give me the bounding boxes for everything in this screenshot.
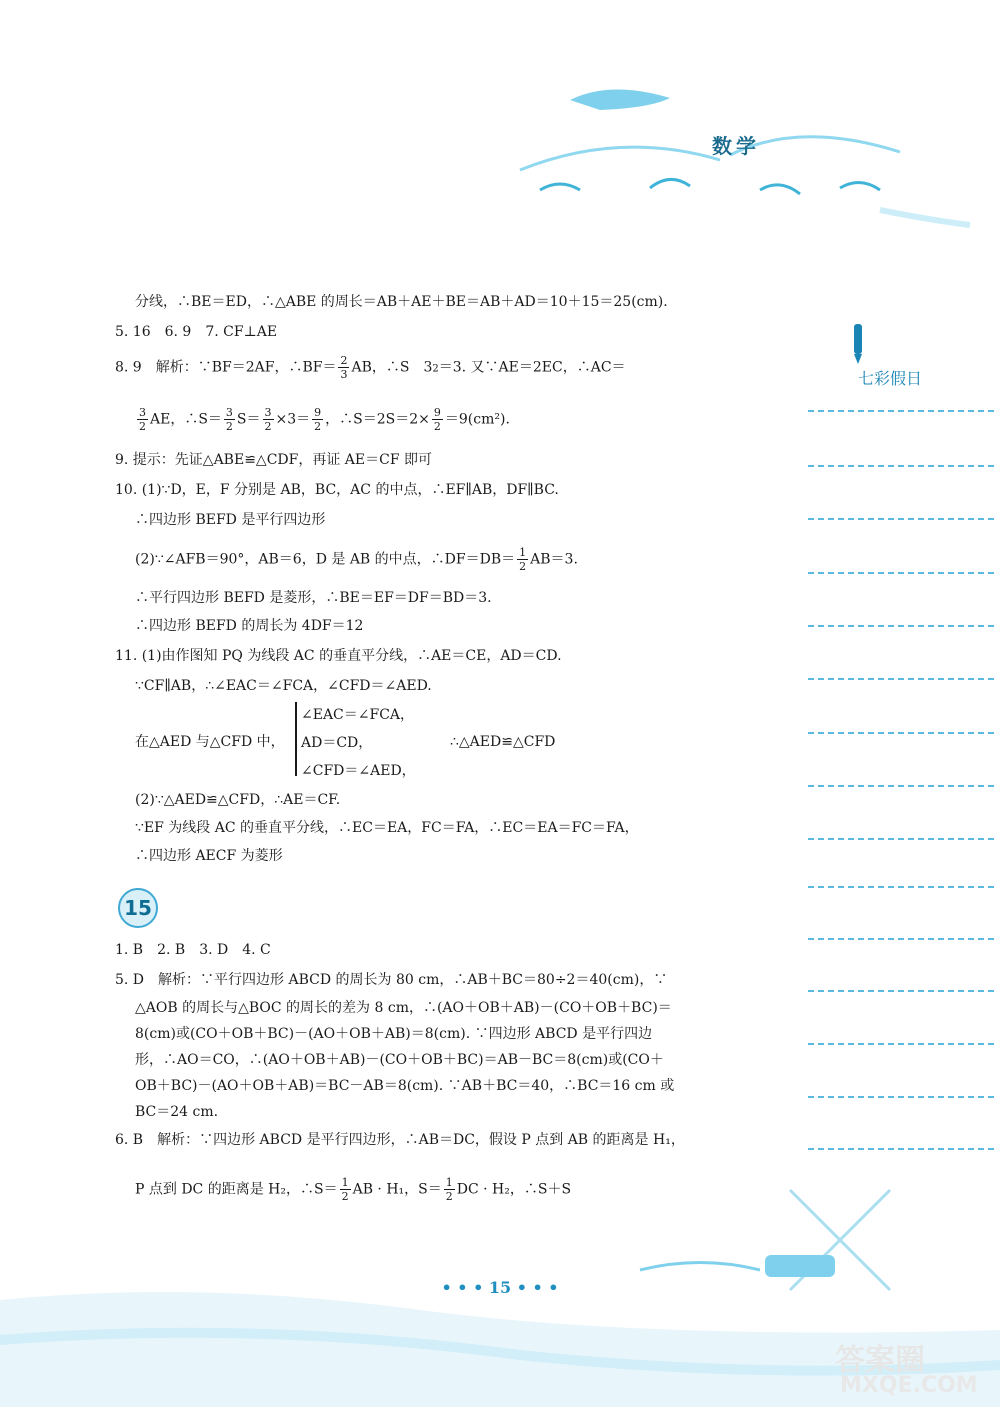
fraction-numerator: 3 bbox=[225, 406, 233, 419]
text-segment: (2)∵∠AFB＝90°，AB＝6，D 是 AB 的中点，∴DF＝DB＝ bbox=[135, 551, 516, 568]
page-number: • • • 15 • • • bbox=[441, 1278, 559, 1297]
text-segment: 2 bbox=[432, 363, 439, 375]
equation-system bbox=[295, 702, 467, 779]
note-line bbox=[808, 572, 994, 574]
text-segment: ＝2S bbox=[362, 411, 396, 428]
fraction-numerator: 1 bbox=[519, 546, 527, 559]
text-line: ∴四边形 BEFD 是平行四边形 bbox=[135, 512, 326, 528]
text-line: 10. (1)∵D，E，F 分别是 AB，BC，AC 的中点，∴EF∥AB，DF∥BC. bbox=[115, 482, 559, 498]
text-line: 形，∴AO＝CO，∴(AO＋OB＋AB)－(CO＋OB＋BC)＝AB－BC＝8(cm)或(CO＋ bbox=[135, 1052, 664, 1068]
note-line bbox=[808, 838, 994, 840]
text-line: BC＝24 cm. bbox=[135, 1104, 219, 1120]
note-line bbox=[808, 1148, 994, 1150]
note-line bbox=[808, 625, 994, 627]
text-segment: AB · H₁，S bbox=[352, 1181, 428, 1198]
fraction bbox=[338, 354, 349, 381]
fraction-denominator: 2 bbox=[433, 420, 441, 433]
text-line: 11. (1)由作图知 PQ 为线段 AC 的垂直平分线，∴AE＝CE，AD＝CD. bbox=[115, 648, 562, 664]
text-segment: AB，∴S bbox=[351, 359, 410, 376]
text-segment: P 点到 DC 的距离是 H₂，∴S bbox=[135, 1181, 324, 1198]
text-line bbox=[135, 546, 578, 573]
text-segment: DC · H₂，∴S bbox=[456, 1181, 548, 1198]
text-line: ∴△AED≌△CFD bbox=[450, 734, 556, 750]
fraction-denominator: 2 bbox=[314, 420, 322, 433]
subject-title: 数学 bbox=[712, 134, 760, 158]
note-line bbox=[808, 518, 994, 520]
text-segment: ×3＝ bbox=[275, 411, 311, 428]
note-line bbox=[808, 785, 994, 787]
text-line: 6. B 解析：∵四边形 ABCD 是平行四边形，∴AB＝DC，假设 P 点到 AB 的距离是 H₁， bbox=[115, 1132, 685, 1148]
text-line: 在△AED 与△CFD 中， bbox=[135, 734, 285, 750]
note-line bbox=[808, 990, 994, 992]
fraction-numerator: 9 bbox=[314, 406, 322, 419]
fraction-denominator: 2 bbox=[139, 420, 146, 433]
text-segment: ＝ bbox=[246, 411, 261, 428]
note-line bbox=[808, 1043, 994, 1045]
text-segment: AE，∴S bbox=[150, 411, 208, 428]
text-segment: 8. 9 解析：∵BF＝2AF，∴BF＝ bbox=[115, 359, 337, 376]
section-badge: 15 bbox=[118, 888, 158, 928]
equation: ∠EAC＝∠FCA， bbox=[301, 707, 415, 723]
fraction bbox=[312, 406, 323, 433]
text-line: ∴四边形 BEFD 的周长为 4DF＝12 bbox=[135, 618, 364, 634]
text-line bbox=[115, 354, 626, 381]
fraction-denominator: 2 bbox=[445, 1190, 453, 1203]
text-segment: ＝ bbox=[323, 1181, 338, 1198]
fraction-numerator: 9 bbox=[433, 406, 441, 419]
text-segment: ，∴S bbox=[325, 411, 363, 428]
note-line bbox=[808, 732, 994, 734]
text-line: 9. 提示：先证△ABE≌△CDF，再证 AE＝CF 即可 bbox=[115, 452, 432, 468]
text-line: 5. D 解析：∵平行四边形 ABCD 的周长为 80 cm，∴AB＋BC＝80÷2＝40(cm)，∵ bbox=[115, 972, 668, 988]
text-line: 5. 16 6. 9 7. CF⊥AE bbox=[115, 324, 278, 340]
text-line: $\frac{3}{2}$ AE，∴S＝ $\frac{3}{2}$ S＝ $\frac{3}{2}$ ×3＝ $\frac{9}{2}$ ，∴S＝2S＝2× $\frac{9}{2}$ ＝9(cm²). bbox=[139, 406, 510, 433]
fraction bbox=[432, 406, 443, 433]
equation: ∠CFD＝∠AED， bbox=[301, 763, 416, 779]
note-line bbox=[808, 886, 994, 888]
fraction bbox=[517, 546, 528, 573]
watermark-url: MXQE.COM bbox=[840, 1373, 978, 1398]
note-line bbox=[808, 1096, 994, 1098]
equation: AD＝CD， bbox=[301, 735, 373, 751]
note-line bbox=[808, 678, 994, 680]
fraction-numerator: 1 bbox=[445, 1176, 453, 1189]
text-line: 8(cm)或(CO＋OB＋BC)－(AO＋OB＋AB)＝8(cm). ∵四边形 ABCD 是平行四边 bbox=[135, 1026, 653, 1042]
text-segment: ＝3. 又∵AE＝2EC，∴AC＝ bbox=[438, 359, 626, 376]
pen-icon bbox=[848, 322, 868, 366]
text-line: ∴平行四边形 BEFD 是菱形，∴BE＝EF＝DF＝BD＝3. bbox=[135, 590, 492, 606]
brand-label: 七彩假日 bbox=[858, 369, 923, 388]
fraction bbox=[263, 406, 274, 433]
watermark-logo: 答案圈 bbox=[835, 1343, 925, 1378]
fraction-numerator: 1 bbox=[341, 1176, 349, 1189]
text-segment: AB＝3. bbox=[530, 551, 578, 568]
fraction-denominator: 3 bbox=[340, 368, 348, 381]
text-line: △AOB 的周长与△BOC 的周长的差为 8 cm，∴(AO＋OB＋AB)－(CO＋OB＋BC)＝ bbox=[135, 1000, 672, 1016]
note-line bbox=[808, 465, 994, 467]
fraction bbox=[137, 406, 148, 433]
text-line: 1. B 2. B 3. D 4. C bbox=[115, 942, 271, 958]
text-line: (2)∵△AED≌△CFD，∴AE＝CF. bbox=[135, 792, 341, 808]
text-line: OB＋BC)－(AO＋OB＋AB)＝BC－AB＝8(cm). ∵AB＋BC＝40，∴BC＝16 cm 或 bbox=[135, 1078, 675, 1094]
note-line bbox=[808, 938, 994, 940]
fraction bbox=[224, 406, 235, 433]
fraction-denominator: 2 bbox=[341, 1190, 349, 1203]
text-segment: ＝ bbox=[427, 1181, 442, 1198]
fraction-numerator: 3 bbox=[139, 406, 146, 419]
fraction-denominator: 2 bbox=[264, 420, 272, 433]
note-line bbox=[808, 410, 994, 412]
text-segment: ＝9(cm²). bbox=[444, 411, 510, 428]
text-segment: ＋S bbox=[547, 1181, 572, 1198]
text-line: ∵EF 为线段 AC 的垂直平分线，∴EC＝EA，FC＝FA，∴EC＝EA＝FC＝FA， bbox=[135, 820, 639, 836]
text-segment: ＝ bbox=[207, 411, 222, 428]
fraction-denominator: 2 bbox=[519, 560, 527, 573]
fraction-denominator: 2 bbox=[225, 420, 233, 433]
fraction-numerator: 3 bbox=[264, 406, 272, 419]
text-line: ∵CF∥AB，∴∠EAC＝∠FCA，∠CFD＝∠AED. bbox=[135, 678, 432, 694]
text-segment: ＝2× bbox=[395, 411, 430, 428]
text-line: 分线，∴BE＝ED，∴△ABE 的周长＝AB＋AE＋BE＝AB＋AD＝10＋15＝25(cm). bbox=[135, 294, 668, 310]
text-segment: 3 bbox=[423, 359, 433, 376]
text-line: ∴四边形 AECF 为菱形 bbox=[135, 848, 283, 864]
fraction-numerator: 2 bbox=[340, 354, 348, 367]
